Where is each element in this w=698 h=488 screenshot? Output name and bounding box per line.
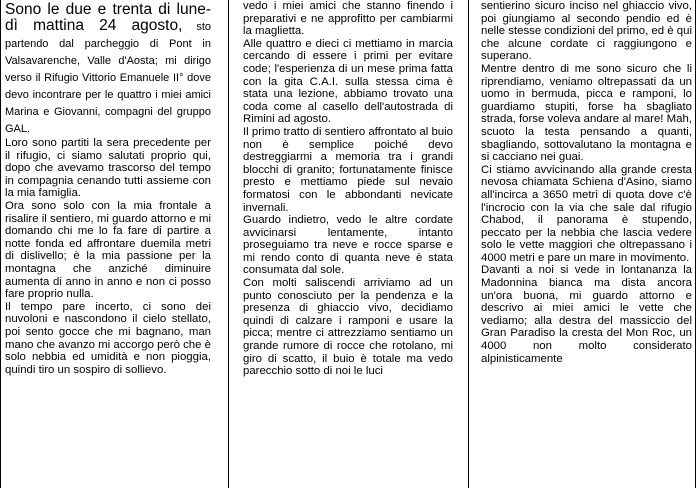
opening-paragraph — [5, 2, 211, 137]
text-column-1 — [0, 0, 215, 488]
paragraph: Ora sono solo con la mia frontale a risalire il sentiero, mi guardo attorno e mi domando chi me lo fa fare di partire a notte fonda ed affrontare duemila metri di dislivello; è la mia passione per la montagna che anziché diminuire aumenta di anno in anno e non ci posso fare proprio nulla. — [5, 199, 211, 301]
paragraph: Guardo indietro, vedo le altre cordate avvicinarsi lentamente, intanto proseguiamo tra neve e rocce sparse e mi rendo conto di quanta neve è stata consumata dal sole. — [243, 214, 453, 277]
paragraph: Mentre dentro di me sono sicuro che li riprendiamo, veniamo oltrepassati da un uomo in bermuda, picca e ramponi, lo guardiamo stupiti, forse ha sbagliato strada, forse voleva andare al mare! Mah, scuoto la testa pensando a quanti, sbagliando, sottovalutano la montagna e si cacciano nei guai. — [481, 62, 692, 164]
paragraph: Con molti saliscendi arriviamo ad un punto conosciuto per la pendenza e la presenza di ghiaccio vivo, decidiamo quindi di calzare i ramponi e usare la picca; mentre ci attrezziamo sentiamo un grande rumore di rocce che rotolano, mi giro di scatto, il buio è totale ma vedo parecchio sotto di noi le luci — [243, 277, 453, 378]
text-column-3 — [474, 0, 698, 488]
text-column-2 — [235, 0, 457, 488]
column-rule-1 — [228, 0, 229, 488]
opening-lead-text: Sono le due e trenta di lune-dì mattina 24 agosto, — [5, 1, 211, 34]
opening-rest-text: sto partendo dal parcheggio di Pont in Valsavarenche, Valle d'Aosta; mi dirigo verso il Rifugio Vittorio Emanuele II° dove devo incontrare per le quattro i miei amici Marina e Giovanni, compagni del gruppo GAL. — [5, 21, 211, 135]
paragraph: Davanti a noi si vede in lontananza la Madonnina bianca ma dista ancora un'ora buona, mi guardo attorno e descrivo ai miei amici le vette che vediamo; alla destra del massiccio del Gran Paradiso la cresta del Mon Roc, un 4000 non molto considerato alpinisticamente — [481, 264, 692, 365]
paragraph: sentierino sicuro inciso nel ghiaccio vivo, poi giungiamo al secondo pendio ed è nelle stesse condizioni del primo, ed è qui che alcune cordate ci raggiungono e superano. — [481, 0, 692, 63]
paragraph: Il primo tratto di sentiero affrontato al buio non è semplice poiché devo destreggiarmi a memoria tra i grandi blocchi di granito; fortunatamente finisce presto e mettiamo piede sul nevaio formatosi con le abbondanti nevicate invernali. — [243, 125, 453, 214]
column-rule-2 — [468, 0, 469, 488]
paragraph: Loro sono partiti la sera precedente per il rifugio, ci siamo salutati proprio qui, dopo che avevamo trascorso del tempo in compagnia cenando tutti assieme con la mia famiglia. — [5, 137, 211, 200]
paragraph: vedo i miei amici che stanno finendo i preparativi e ne approfitto per cambiarmi la maglietta. — [243, 0, 453, 38]
paragraph: Alle quattro e dieci ci mettiamo in marcia cercando di essere i primi per evitare code; l'esperienza di un mese prima fatta con la gita C.A.I. sulla stessa cima è stata una lezione, abbiamo trovato una coda come al casello dell'autostrada di Rimini ad agosto. — [243, 37, 453, 126]
paragraph: Il tempo pare incerto, ci sono dei nuvoloni e nascondono il cielo stellato, poi sento gocce che mi bagnano, man mano che avanzo mi accorgo però che è solo nebbia ed umidità e non pioggia, quindi tiro un sospiro di sollievo. — [5, 300, 211, 376]
paragraph: Ci stiamo avvicinando alla grande cresta nevosa chiamata Schiena d'Asino, siamo all'incirca a 3650 metri di quota dove c'è l'incrocio con la via che sale dal rifugio Chabod, il panorama è stupendo, peccato per la nebbia che lascia vedere solo le vette maggiori che oltrepassano i 4000 metri e pare un mare in movimento. — [481, 163, 692, 264]
